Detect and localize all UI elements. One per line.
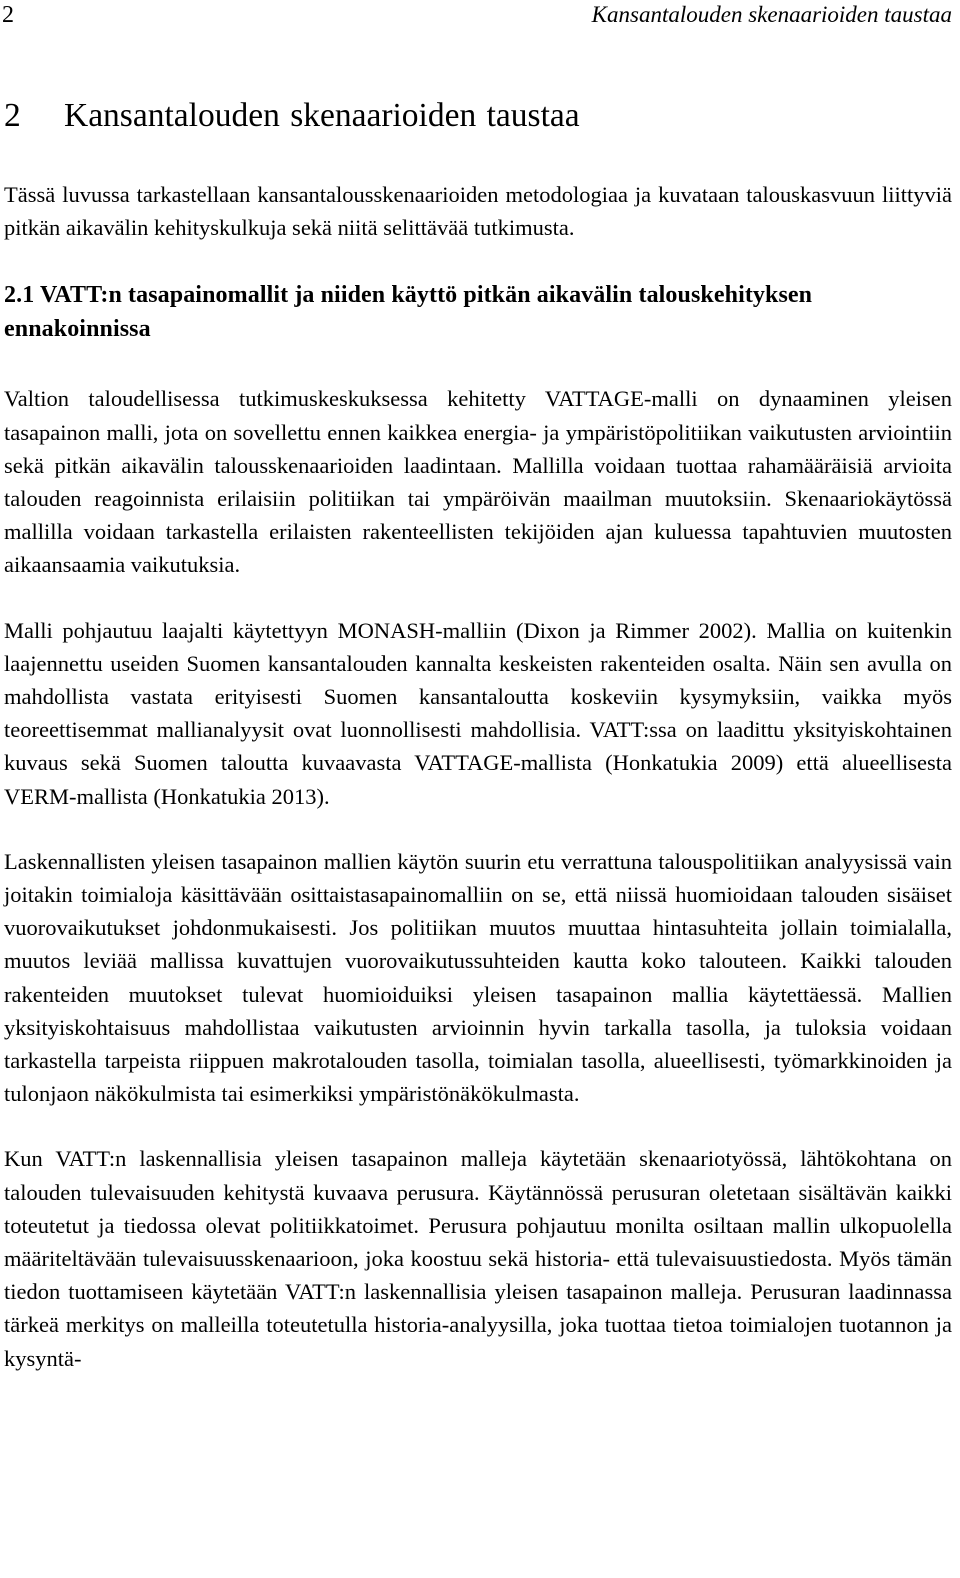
running-title: Kansantalouden skenaarioiden taustaa: [591, 2, 952, 27]
running-header: [0, 0, 956, 34]
chapter-number: 2: [4, 97, 21, 134]
chapter-title: Kansantalouden skenaarioiden taustaa: [64, 97, 580, 134]
chapter-intro: Tässä luvussa tarkastellaan kansantalousskenaarioiden metodologiaa ja kuvataan talouskasvuun liittyviä pitkän aikavälin kehityskulkuja sekä niitä selittävää tutkimusta.: [4, 182, 952, 241]
section-heading: 2.1 VATT:n tasapainomallit ja niiden käyttö pitkän aikavälin talouskehityksen ennakoinnissa: [4, 282, 813, 343]
paragraph: Malli pohjautuu laajalti käytettyyn MONASH-malliin (Dixon ja Rimmer 2002). Mallia on kuitenkin laajennettu useiden Suomen kansantalouden kannalta keskeisten rakenteiden osalta. Näin sen avulla on mahdollista vastata erityisesti Suomen kansantaloutta koskeviin kysymyksiin, vaikka myös teoreettisemmat mallianalyysit ovat luonnollisesti mahdollisia. VATT:ssa on laadittu yksityiskohtainen kuvaus sekä Suomen taloutta kuvaavasta VATTAGE-mallista (Honkatukia 2009) että alueellisesta VERM-mallista (Honkatukia 2013).: [4, 617, 952, 809]
page-content: [4, 94, 952, 1375]
page-number: 2: [2, 2, 14, 28]
paragraph: Kun VATT:n laskennallisia yleisen tasapainon malleja käytetään skenaariotyössä, lähtökohtana on talouden tulevaisuuden kehitystä kuvaava perusura. Käytännössä perusuran oletetaan sisältävän kaikki toteutetut ja tiedossa olevat politiikkatoimet. Perusura pohjautuu monilta osiltaan mallin ulkopuolella määriteltävään tulevaisuusskenaarioon, joka koostuu sekä historia- että tulevaisuustiedosta. Myös tämän tiedon tuottamiseen käytetään VATT:n laskennallisia yleisen tasapainon malleja. Perusuran laadinnassa tärkeä merkitys on malleilla toteutetulla historia-analyysilla, joka tuottaa tietoa toimialojen tuotannon ja kysyntä-: [4, 1146, 952, 1371]
chapter-heading: [4, 94, 952, 138]
paragraph: Laskennallisten yleisen tasapainon mallien käytön suurin etu verrattuna talouspolitiikan analyysissä vain joitakin toimialoja käsittävään osittaistasapainomalliin on se, että niissä huomioidaan talouden sisäiset vuorovaikutukset johdonmukaisesti. Jos politiikan muutos muuttaa hintasuhteita jollain toimialalla, muutos leviää mallissa kuvattujen vuorovaikutussuhteiden kautta koko talouteen. Kaikki talouden rakenteiden muutokset tulevat huomioiduiksi yleisen tasapainon mallia käytettäessä. Mallien yksityiskohtaisuus mahdollistaa vaikutusten arvioinnin hyvin tarkalla tasolla, ja tuloksia voidaan tarkastella tarpeista riippuen makrotalouden tasolla, toimialan tasolla, alueellisesti, työmarkkinoiden ja tulonjaon näkökulmista tai esimerkiksi ympäristönäkökulmasta.: [4, 848, 952, 1107]
section-body: [4, 382, 952, 1374]
paragraph: Valtion taloudellisessa tutkimuskeskuksessa kehitetty VATTAGE-malli on dynaaminen yleisen tasapainon malli, jota on sovellettu ennen kaikkea energia- ja ympäristöpolitiikan vaikutusten arviointiin sekä pitkän aikavälin talousskenaarioiden laadintaan. Mallilla voidaan tuottaa rahamääräisiä arvioita talouden reagoinnista erilaisiin politiikan tai ympäröivän maailman muutoksiin. Skenaariokäytössä mallilla voidaan tarkastella erilaisten rakenteellisten tekijöiden ajan kuluessa tapahtuvien muutosten aikaansaamia vaikutuksia.: [4, 386, 952, 578]
